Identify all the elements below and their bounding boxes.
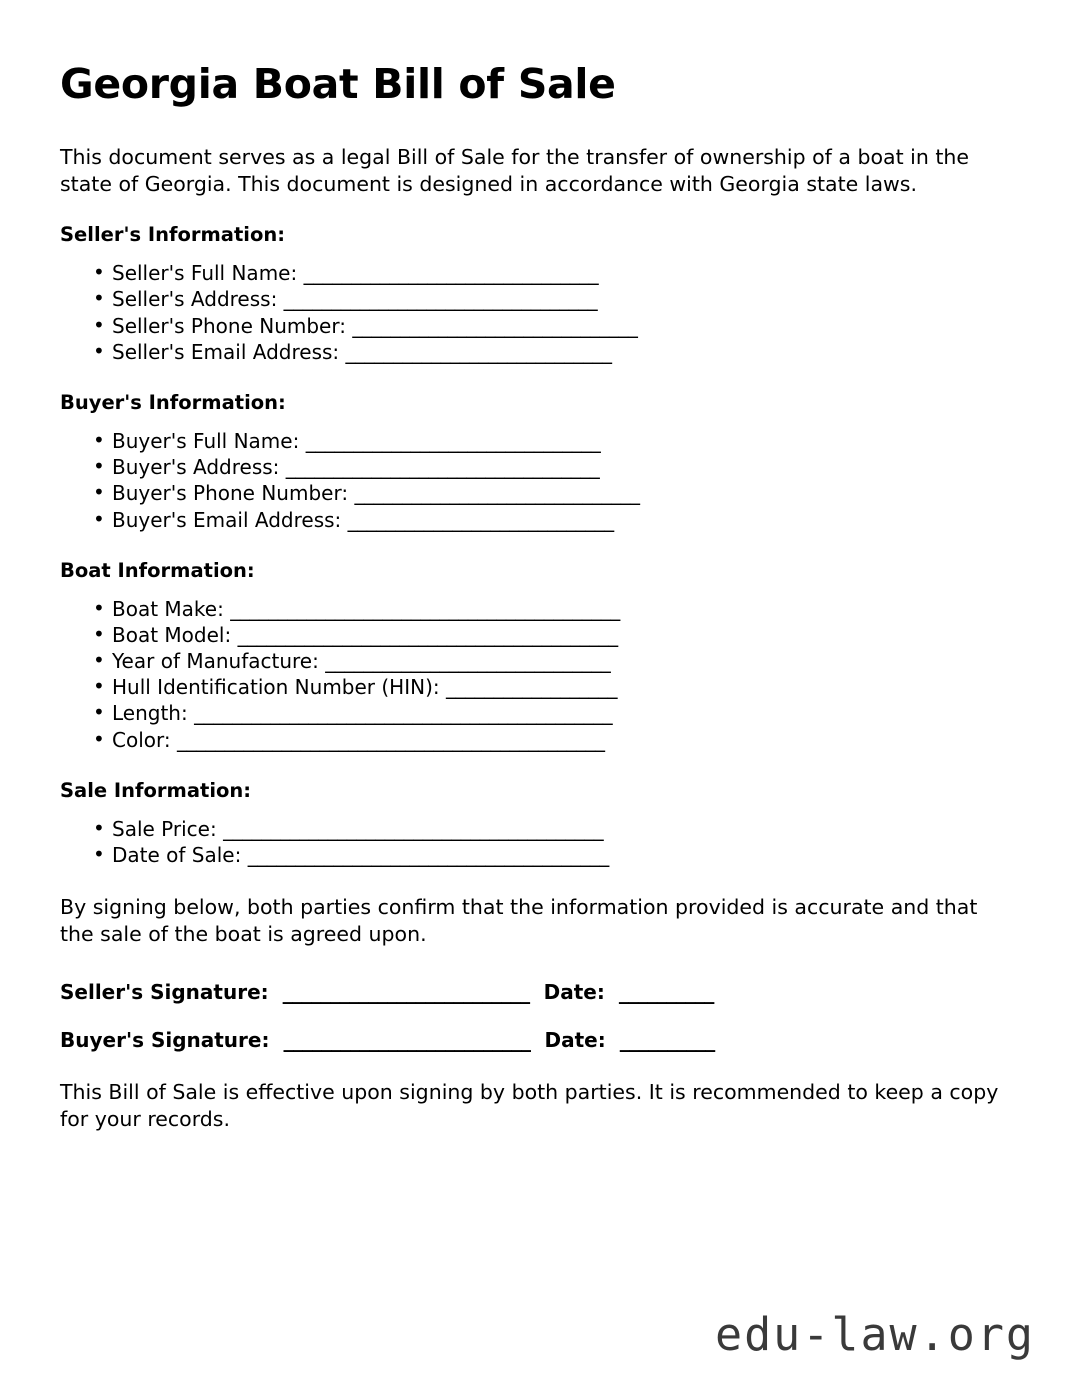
seller-date-blank[interactable]: __________ bbox=[618, 980, 714, 1005]
list-item bbox=[60, 596, 1020, 622]
field-blank[interactable]: ______________________________ bbox=[325, 649, 611, 674]
list-item bbox=[60, 842, 1020, 868]
section-heading-seller: Seller's Information: bbox=[60, 223, 286, 247]
list-item bbox=[60, 313, 1020, 339]
field-label: Boat Make: bbox=[112, 596, 224, 621]
field-label: Seller's Full Name: bbox=[112, 261, 298, 286]
document-body bbox=[60, 62, 1020, 1159]
seller-date-label: Date: bbox=[543, 980, 605, 1005]
field-blank[interactable]: ______________________________________ bbox=[247, 843, 609, 867]
intro-paragraph: This document serves as a legal Bill of Sale for the transfer of ownership of a boat in the state of Georgia. This document is designed in accordance with Georgia state laws. bbox=[60, 144, 970, 196]
buyer-signature-row bbox=[60, 1027, 1020, 1053]
field-label: Buyer's Phone Number: bbox=[112, 481, 349, 506]
buyer-date-label: Date: bbox=[544, 1028, 606, 1053]
page-title: Georgia Boat Bill of Sale bbox=[60, 60, 616, 108]
list-item bbox=[60, 700, 1020, 726]
list-item bbox=[60, 507, 1020, 533]
field-label: Length: bbox=[112, 701, 188, 726]
list-item bbox=[60, 674, 1020, 700]
field-label: Buyer's Full Name: bbox=[112, 428, 300, 453]
list-item bbox=[60, 428, 1020, 454]
buyer-signature-blank[interactable]: __________________________ bbox=[283, 1028, 531, 1053]
seller-signature-blank[interactable]: __________________________ bbox=[282, 980, 530, 1005]
field-label: Seller's Address: bbox=[112, 287, 278, 312]
attestation-paragraph: By signing below, both parties confirm that the information provided is accurate and that the sale of the boat is agreed upon. bbox=[60, 895, 978, 946]
field-blank[interactable]: ________________________________________ bbox=[237, 622, 618, 647]
field-blank[interactable]: _______________________________ bbox=[305, 428, 601, 453]
list-item bbox=[60, 260, 1020, 286]
field-blank[interactable]: ____________________________ bbox=[347, 507, 614, 532]
list-item bbox=[60, 454, 1020, 480]
buyer-signature-label: Buyer's Signature: bbox=[60, 1028, 270, 1053]
field-label: Hull Identification Number (HIN): bbox=[112, 675, 440, 700]
site-watermark: edu-law.org bbox=[714, 1308, 1035, 1361]
buyer-date-blank[interactable]: __________ bbox=[619, 1028, 715, 1053]
section-heading-boat: Boat Information: bbox=[60, 558, 255, 582]
field-list-sale bbox=[60, 816, 1020, 868]
field-label: Seller's Email Address: bbox=[112, 339, 340, 364]
list-item bbox=[60, 816, 1020, 842]
list-item bbox=[60, 648, 1020, 674]
signature-block bbox=[60, 979, 1020, 1053]
field-blank[interactable]: ________________________________________ bbox=[223, 816, 604, 841]
field-label: Boat Model: bbox=[112, 622, 232, 647]
list-item bbox=[60, 622, 1020, 648]
field-label: Color: bbox=[112, 727, 171, 752]
list-item bbox=[60, 727, 1020, 753]
field-blank[interactable]: ______________________________ bbox=[352, 313, 638, 338]
list-item bbox=[60, 286, 1020, 312]
seller-signature-row bbox=[60, 979, 1020, 1005]
field-blank[interactable]: _______________________________ bbox=[303, 261, 599, 286]
field-label: Buyer's Address: bbox=[112, 455, 280, 480]
list-item bbox=[60, 339, 1020, 365]
field-blank[interactable]: __________________ bbox=[445, 675, 617, 700]
field-blank[interactable]: _________________________________________ bbox=[230, 596, 620, 621]
field-label: Date of Sale: bbox=[112, 843, 242, 867]
field-label: Buyer's Email Address: bbox=[112, 507, 342, 532]
field-blank[interactable]: ____________________________________________ bbox=[194, 701, 613, 726]
field-list-boat bbox=[60, 596, 1020, 753]
field-list-buyer bbox=[60, 428, 1020, 533]
section-heading-sale: Sale Information: bbox=[60, 778, 252, 802]
field-label: Sale Price: bbox=[112, 816, 217, 841]
field-blank[interactable]: _________________________________ bbox=[283, 287, 598, 312]
field-blank[interactable]: _____________________________________________ bbox=[176, 727, 605, 752]
list-item bbox=[60, 480, 1020, 506]
field-label: Seller's Phone Number: bbox=[112, 313, 346, 338]
field-list-seller bbox=[60, 260, 1020, 365]
closing-paragraph: This Bill of Sale is effective upon signing by both parties. It is recommended to keep a copy for your records. bbox=[60, 1080, 999, 1132]
seller-signature-label: Seller's Signature: bbox=[60, 980, 269, 1005]
field-label: Year of Manufacture: bbox=[112, 649, 319, 674]
field-blank[interactable]: _________________________________ bbox=[285, 455, 600, 480]
section-heading-buyer: Buyer's Information: bbox=[60, 390, 286, 414]
field-blank[interactable]: ______________________________ bbox=[354, 481, 640, 506]
field-blank[interactable]: ____________________________ bbox=[345, 339, 612, 364]
